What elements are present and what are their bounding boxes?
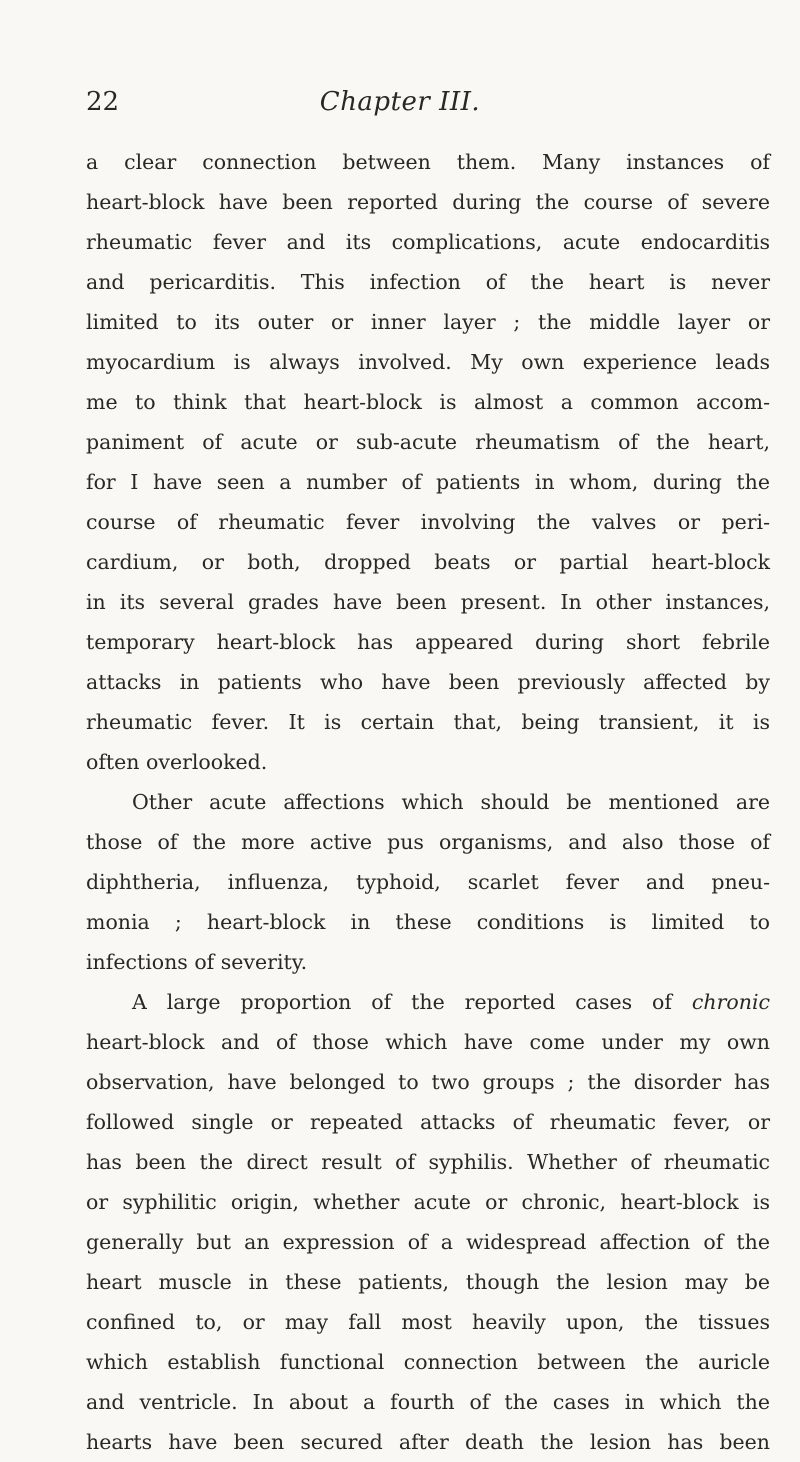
text-line: followed single or repeated attacks of rheumatic fever, or	[86, 1110, 770, 1134]
text-line: myocardium is always involved. My own experience leads	[86, 350, 770, 374]
text-line: heart-block and of those which have come under my own	[86, 1030, 770, 1054]
text-line: attacks in patients who have been previously affected by	[86, 670, 770, 694]
text-line: confined to, or may fall most heavily upon, the tissues	[86, 1310, 770, 1334]
page-number: 22	[86, 87, 120, 117]
text-line: and ventricle. In about a fourth of the cases in which the	[86, 1390, 770, 1414]
text-line: course of rheumatic fever involving the valves or peri-	[86, 510, 770, 534]
text-line: a clear connection between them. Many instances of	[86, 150, 770, 174]
text-line: temporary heart-block has appeared during short febrile	[86, 630, 770, 654]
text-run: A large proportion of the reported cases of	[132, 990, 692, 1014]
text-line: limited to its outer or inner layer ; the middle layer or	[86, 310, 770, 334]
emphasis-text: chronic	[691, 990, 770, 1014]
text-line: me to think that heart-block is almost a common accom-	[86, 390, 770, 414]
text-line: paniment of acute or sub-acute rheumatism of the heart,	[86, 430, 770, 454]
body-text	[86, 142, 770, 1462]
text-line: for I have seen a number of patients in whom, during the	[86, 470, 770, 494]
text-line: infections of severity.	[86, 950, 308, 974]
text-line: observation, have belonged to two groups ; the disorder has	[86, 1070, 770, 1094]
text-line: those of the more active pus organisms, and also those of	[86, 830, 770, 854]
text-line: which establish functional connection between the auricle	[86, 1350, 770, 1374]
text-line: rheumatic fever and its complications, acute endocarditis	[86, 230, 770, 254]
text-line: Other acute affections which should be mentioned are	[132, 790, 770, 814]
text-line: rheumatic fever. It is certain that, being transient, it is	[86, 710, 770, 734]
text-line: hearts have been secured after death the lesion has been	[86, 1430, 770, 1454]
text-line: generally but an expression of a widespread affection of the	[86, 1230, 770, 1254]
text-line: often overlooked.	[86, 750, 268, 774]
text-line	[86, 982, 770, 1022]
text-line: and pericarditis. This infection of the heart is never	[86, 270, 770, 294]
text-line: heart-block have been reported during the course of severe	[86, 190, 770, 214]
chapter-title: Chapter III.	[319, 87, 481, 117]
text-line: cardium, or both, dropped beats or partial heart-block	[86, 550, 770, 574]
text-line: or syphilitic origin, whether acute or chronic, heart-block is	[86, 1190, 770, 1214]
running-head	[86, 84, 714, 120]
text-line: heart muscle in these patients, though the lesion may be	[86, 1270, 770, 1294]
text-line: has been the direct result of syphilis. Whether of rheumatic	[86, 1150, 770, 1174]
text-line: in its several grades have been present. In other instances,	[86, 590, 770, 614]
text-line: monia ; heart-block in these conditions is limited to	[86, 910, 770, 934]
text-line: diphtheria, influenza, typhoid, scarlet fever and pneu-	[86, 870, 770, 894]
